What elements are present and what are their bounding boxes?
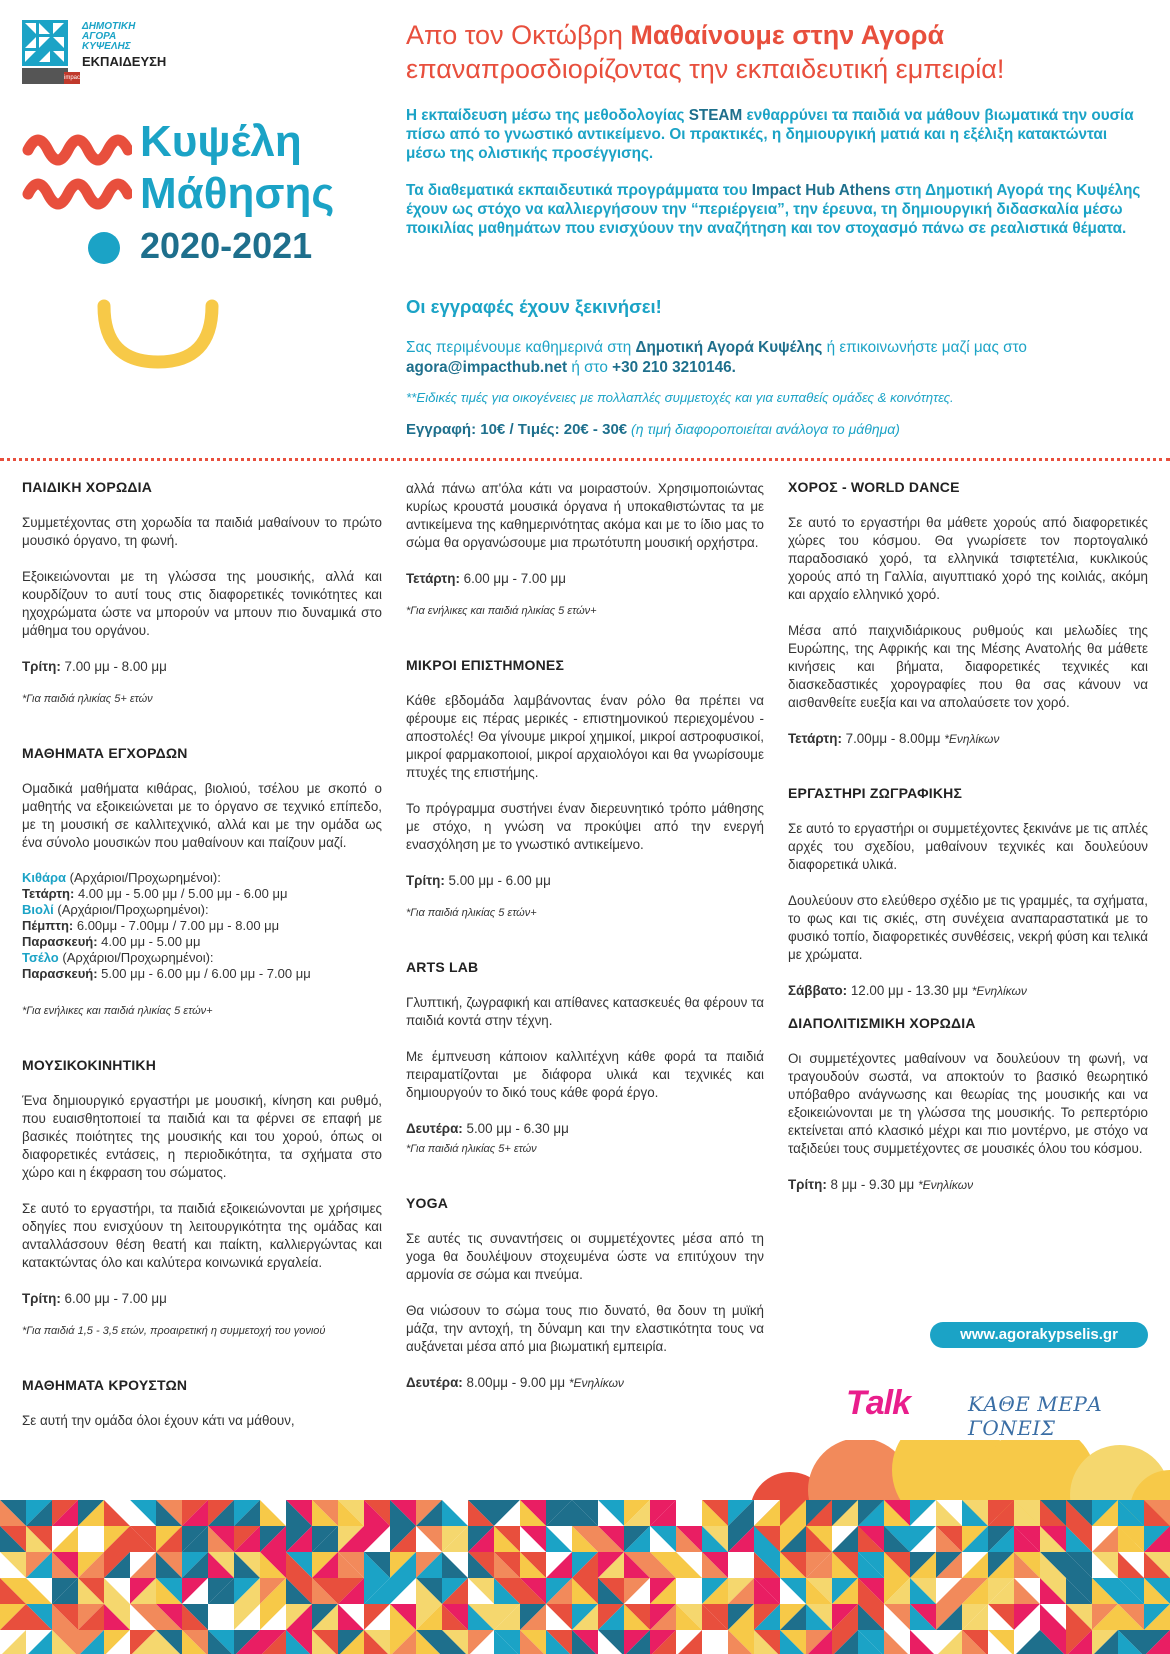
schedule-day: Παρασκευή: (22, 966, 98, 981)
course-percussion-cont (406, 480, 764, 620)
contact-text: ή στο (567, 359, 613, 376)
course-schedule (788, 730, 1148, 748)
schedule-day: Τρίτη: (788, 1177, 827, 1192)
course-title: ΧΟΡΟΣ - WORLD DANCE (788, 479, 960, 495)
schedule-day: Τετάρτη: (406, 571, 460, 586)
course-description: Κάθε εβδομάδα λαμβάνοντας έναν ρόλο θα πρέπει να φέρουμε εις πέρας μερικές - επιστημονικού περιεχομένου - αποστολές! Θα γίνουμε μικροί χημικοί, μικροί αστροφυσικοί, μικροί φαρμακοποιοί, μικροί αρχαιολόγοι και θα γνωρίσουμε πτυχές της επιστήμης. (406, 693, 764, 780)
course-description: Μέσα από παιχνιδιάρικους ρυθμούς και μελωδίες της Ευρώπης, της Αφρικής και της Μέσης Ανατολής θα μάθετε κινήσεις και βήματα, διαφορετικές τεχνικές και διασκεδαστικές χορογραφίες που θα σας κάνουν να αισθανθείτε ευεξία και να απολαύσετε τον χορό. (788, 623, 1148, 710)
course-footnote: *Για ενήλικες και παιδιά ηλικίας 5 ετών+ (22, 1005, 213, 1017)
dot-decoration-icon (88, 232, 120, 264)
logo-pattern-icon (22, 20, 68, 84)
course-description: Με έμπνευση κάποιον καλλιτέχνη κάθε φορά τα παιδιά πειραματίζονται με διάφορα υλικά και τεχνικές και δημιουργούν το δικό τους κάθε φορά έργο. (406, 1049, 764, 1100)
course-schedule (22, 1290, 382, 1308)
instrument-name: Βιολί (22, 902, 54, 917)
intro-text (406, 106, 1146, 256)
course-description: Σε αυτή την ομάδα όλοι έχουν κάτι να μάθουν, (22, 1413, 295, 1428)
schedule-time: 8.00μμ - 9.00 μμ (462, 1375, 569, 1390)
course-title: YOGA (406, 1195, 449, 1211)
course-title: ΕΡΓΑΣΤΗΡΙ ΖΩΓΡΑΦΙΚΗΣ (788, 785, 963, 801)
audience-tag: *Ενηλίκων (944, 732, 1000, 746)
course-choir-kids (22, 478, 382, 708)
course-description: αλλά πάνω απ'όλα κάτι να μοιραστούν. Χρησιμοποιώντας κυρίως κρουστά μουσικά όργανα ή υποκαθιστώντας τα με αντικείμενα της καθημερινότητας ακόμα και με το ίδιο μας το σώμα θα οργανώσουμε μια πρωτότυπη μουσική ορχήστρα. (406, 481, 764, 550)
course-description: Σε αυτό το εργαστήρι θα μάθετε χορούς από διαφορετικές χώρες του κόσμου. Θα γνωρίσετε τον πορτογαλικό παραδοσιακό χορό, τα ελληνικά τσιφτετέλια, κυκλικούς χορούς από τη Γαλλία, αιγυπτιακό χορό της κοιλιάς, ακόμη και αρχαίο ελληνικό χορό. (788, 515, 1148, 602)
impact-hub-name: Impact Hub Athens (751, 182, 891, 199)
registration-title: Οι εγγραφές έχουν ξεκινήσει! (406, 296, 662, 317)
logo-subtitle: ΕΚΠΑΙΔΕΥΣΗ (82, 54, 167, 69)
schedule-time: 5.00 μμ - 6.00 μμ (444, 873, 551, 888)
schedule-day: Τρίτη: (22, 1291, 61, 1306)
instrument-level: (Αρχάριοι/Προχωρημένοι): (53, 902, 209, 917)
course-footnote: *Για παιδιά ηλικίας 5 ετών+ (406, 907, 537, 919)
contact-text: ή επικοινωνήστε μαζί μας στο (822, 339, 1027, 356)
course-description: Σε αυτές τις συναντήσεις οι συμμετέχοντες μέσα από τη yoga θα δουλέψουν στοχευμένα ώστε να επιτύχουν την αρμονία σε σώμα και πνεύμα. (406, 1231, 764, 1282)
course-intercultural-choir (788, 1014, 1148, 1194)
venue-name: Δημοτική Αγορά Κυψέλης (635, 339, 823, 356)
prices (406, 421, 900, 438)
course-description: Γλυπτική, ζωγραφική και απίθανες κατασκευές θα φέρουν τα παιδιά κοντά στην τέχνη. (406, 995, 764, 1028)
title-year: 2020-2021 (140, 225, 313, 266)
course-yoga (406, 1194, 764, 1392)
schedule-time: 8 μμ - 9.30 μμ (826, 1177, 918, 1192)
column-1 (22, 478, 382, 1448)
course-description: Εξοικειώνονται με τη γλώσσα της μουσικής, αλλά και κουρδίζουν το αυτί τους στις διαφορετικές τονικότητες και ηχοχρώματα ώστε να μπορούν να μπουν πιο δυναμικά στο μάθημα του οργάνου. (22, 569, 382, 638)
instrument-name: Κιθάρα (22, 870, 67, 885)
wave-decoration-icon (22, 128, 132, 218)
course-title: ΔΙΑΠΟΛΙΤΙΣΜΙΚΗ ΧΟΡΩΔΙΑ (788, 1015, 976, 1031)
agora-logo (22, 20, 192, 93)
course-description: Σε αυτό το εργαστήρι, τα παιδιά εξοικειώνονται με χρήσιμες οδηγίες που ενισχύουν τη λειτουργικότητα της ομάδας και ανταλλάσσουν θέση θεατή και παίκτη, καλλιεργώντας και κατακτώντας όλο και καλύτερα κοινωνικά εργαλεία. (22, 1201, 382, 1270)
course-title: ARTS LAB (406, 959, 479, 975)
contact-info (406, 338, 1146, 378)
course-footnote: *Για ενήλικες και παιδιά ηλικίας 5 ετών+ (406, 605, 597, 617)
course-scientists (406, 656, 764, 922)
course-schedule (788, 982, 1148, 1000)
course-world-dance (788, 478, 1148, 748)
audience-tag: *Ενηλίκων (971, 984, 1027, 998)
course-description: Οι συμμετέχοντες μαθαίνουν να δουλεύουν τη φωνή, να τραγουδούν σωστά, να αποκτούν το βασικό θεωρητικό υπόβαθρο ανάγνωσης και θεωρίας της μουσικής και να εξοικειώνονται με τη γλώσσα της μουσικής. Το ρεπερτόριο εκτείνεται από κλασικό μέχρι και πιο μοντέρνο, με στόχο να ταξιδεύει τους συμμετέχοντες σε μουσικές όλου του κόσμου. (788, 1051, 1148, 1156)
course-strings (22, 744, 382, 1020)
kathe-mera-goneis-logo: ΚΑΘΕ ΜΕΡΑ ΓΟΝΕΙΣ (968, 1392, 1103, 1440)
course-footnote: *Για παιδιά ηλικίας 5+ ετών (22, 693, 153, 705)
course-description: Ένα δημιουργικό εργαστήρι με μουσική, κίνηση και ρυθμό, που ευαισθητοποιεί τα παιδιά και τα φέρνει σε επαφή με βασικές ποιότητες της μουσικής και του χορού, όπως οι διαφορετικές εντάσεις, η περιοδικότητα, τα σχήματα στο χώρο και η έκφραση του σώματος. (22, 1093, 382, 1180)
course-description: Συμμετέχοντας στη χορωδία τα παιδιά μαθαίνουν το πρώτο μουσικό όργανο, τη φωνή. (22, 515, 382, 548)
course-music-movement (22, 1056, 382, 1340)
intro-text-span: στη Δημοτική Αγορά της Κυψέλης έχουν ως στόχο να καλλιεργήσουν την “περιέργεια”, την έρευνα, τη δημιουργική διδασκαλία μέσω ποικιλίας μαθημάτων που ενισχύουν την αναζήτηση και τον στοχασμό πάνω σε ρεαλιστικά θέματα. (406, 182, 1141, 237)
course-arts-lab (406, 958, 764, 1158)
logo-text: ΔΗΜΟΤΙΚΗ ΑΓΟΡΑ ΚΥΨΕΛΗΣ (82, 21, 136, 52)
schedule-time: 5.00 μμ - 6.00 μμ / 6.00 μμ - 7.00 μμ (97, 966, 311, 981)
intro-text-span: Η εκπαίδευση μέσω της μεθοδολογίας (406, 107, 689, 124)
course-description: Δουλεύουν στο ελεύθερο σχέδιο με τις γραμμές, τα σχήματα, το φως και τις σκιές, στη συνέχεια αναπαραστατικά με το φυσικό τοπίο, διαφορετικές συνθέσεις, νεκρή φύση και τελικά με χρώματα. (788, 893, 1148, 962)
schedule-day: Παρασκευή: (22, 934, 98, 949)
website-link[interactable]: www.agorakypselis.gr (930, 1322, 1148, 1348)
headline-line-2: επαναπροσδιορίζοντας την εκπαιδευτική εμπειρία! (406, 54, 1005, 84)
geometric-pattern-decoration-icon (0, 1440, 1170, 1654)
course-description: Σε αυτό το εργαστήρι οι συμμετέχοντες ξεκινάνε με τις απλές αρχές του σχεδίου, μαθαίνουν τεχνικές και δουλεύουν διαφορετικά υλικά. (788, 821, 1148, 872)
poster-title (140, 116, 390, 268)
schedule-time: 7.00 μμ - 8.00 μμ (60, 659, 167, 674)
column-3 (788, 478, 1148, 1208)
course-schedule (406, 1120, 764, 1138)
course-schedule (406, 570, 764, 588)
course-title: ΜΑΘΗΜΑΤΑ ΕΓΧΟΡΔΩΝ (22, 745, 188, 761)
schedule-time: 4.00 μμ - 5.00 μμ / 5.00 μμ - 6.00 μμ (74, 886, 288, 901)
instrument-schedule (22, 870, 382, 982)
schedule-day: Πέμπτη: (22, 918, 74, 933)
course-description: Θα νιώσουν το σώμα τους πιο δυνατό, θα δουν τη μυϊκή μάζα, την αντοχή, τη δύναμη και την ελαστικότητα τους να αυξάνεται μέσα από μια βιωματική εμπειρία. (406, 1303, 764, 1354)
schedule-day: Τρίτη: (406, 873, 445, 888)
instrument-level: (Αρχάριοι/Προχωρημένοι): (66, 870, 221, 885)
impact-hub-badge: impact HUB (64, 72, 80, 84)
instrument-level: (Αρχάριοι/Προχωρημένοι): (58, 950, 214, 965)
intro-text-span: Τα διαθεματικά εκπαιδευτικά προγράμματα του (406, 182, 752, 199)
special-prices-note: **Ειδικές τιμές για οικογένειες με πολλαπλές συμμετοχές και για ευπαθείς ομάδες & κοινότητες. (406, 390, 954, 405)
course-footnote: *Για παιδιά 1,5 - 3,5 ετών, προαιρετική η συμμετοχή του γονιού (22, 1325, 326, 1337)
course-title: ΜΙΚΡΟΙ ΕΠΙΣΤΗΜΟΝΕΣ (406, 657, 565, 673)
schedule-day: Δευτέρα: (406, 1121, 463, 1136)
schedule-day: Τετάρτη: (788, 731, 842, 746)
course-title: ΜΑΘΗΜΑΤΑ ΚΡΟΥΣΤΩΝ (22, 1377, 188, 1393)
intro-text-span: ενθαρρύνει τα παιδιά να μάθουν βιωματικά την ουσία πίσω από το γνωστικό αντικείμενο. Οι πρακτικές, η δημιουργική ματιά και η εξέλιξη κατακτώνται μέσω της ολιστικής προσέγγισης. (406, 107, 1134, 162)
course-title: ΠΑΙΔΙΚΗ ΧΟΡΩΔΙΑ (22, 479, 153, 495)
steam-term: STEAM (688, 107, 743, 124)
schedule-time: 6.00 μμ - 7.00 μμ (60, 1291, 167, 1306)
headline-part-1: Απο τον Οκτώβρη (406, 20, 631, 50)
schedule-time: 4.00 μμ - 5.00 μμ (97, 934, 201, 949)
price-values: Εγγραφή: 10€ / Τιμές: 20€ - 30€ (406, 421, 628, 438)
smile-decoration-icon (96, 298, 220, 370)
instrument-name: Τσέλο (22, 950, 59, 965)
course-painting (788, 784, 1148, 1000)
schedule-time: 5.00 μμ - 6.30 μμ (462, 1121, 569, 1136)
course-percussion (22, 1376, 382, 1430)
course-schedule (406, 872, 764, 890)
schedule-time: 6.00 μμ - 7.00 μμ (459, 571, 566, 586)
email-link[interactable]: agora@impacthub.net (406, 359, 568, 376)
intro-paragraph-1 (406, 106, 1146, 163)
course-footnote: *Για παιδιά ηλικίας 5+ ετών (406, 1143, 537, 1155)
course-schedule (406, 1374, 764, 1392)
dotted-divider (0, 458, 1170, 461)
course-title: ΜΟΥΣΙΚΟΚΙΝΗΤΙΚΗ (22, 1057, 157, 1073)
schedule-day: Τρίτη: (22, 659, 61, 674)
title-line-2: Μάθησης (140, 169, 335, 218)
schedule-time: 12.00 μμ - 13.30 μμ (847, 983, 972, 998)
headline-emphasis: Μαθαίνουμε στην Αγορά (630, 20, 945, 50)
title-line-1: Κυψέλη (140, 117, 302, 166)
course-schedule (22, 658, 382, 676)
phone-link[interactable]: +30 210 3210146. (612, 359, 736, 376)
contact-text: Σας περιμένουμε καθημερινά στη (406, 339, 636, 356)
talk-logo: Τalk (846, 1384, 911, 1422)
course-description: Το πρόγραμμα συστήνει έναν διερευνητικό τρόπο μάθησης με στόχο, η γνώση να προκύψει από την ενεργή ενασχόληση με το γνωστικό αντικείμενο. (406, 801, 764, 852)
price-note: (η τιμή διαφοροποιείται ανάλογα το μάθημα) (627, 421, 900, 437)
intro-paragraph-2 (406, 181, 1146, 238)
schedule-time: 7.00μμ - 8.00μμ (841, 731, 945, 746)
schedule-day: Δευτέρα: (406, 1375, 463, 1390)
schedule-day: Τετάρτη: (22, 886, 75, 901)
course-description: Ομαδικά μαθήματα κιθάρας, βιολιού, τσέλου με σκοπό ο μαθητής να εξοικειώνεται με το όργανο σε τεχνικό επίπεδο, με τη μουσική σε καλλιτεχνικό, αλλά και με την ομάδα ως ένα σύνολο μουσικών που μαθαίνουν και παίζουν μαζί. (22, 781, 382, 850)
schedule-time: 6.00μμ - 7.00μμ / 7.00 μμ - 8.00 μμ (73, 918, 280, 933)
audience-tag: *Ενηλίκων (568, 1376, 624, 1390)
column-2 (406, 480, 764, 1406)
course-schedule (788, 1176, 1148, 1194)
audience-tag: *Ενηλίκων (917, 1178, 974, 1192)
schedule-day: Σάββατο: (788, 983, 848, 998)
headline (406, 18, 1146, 86)
